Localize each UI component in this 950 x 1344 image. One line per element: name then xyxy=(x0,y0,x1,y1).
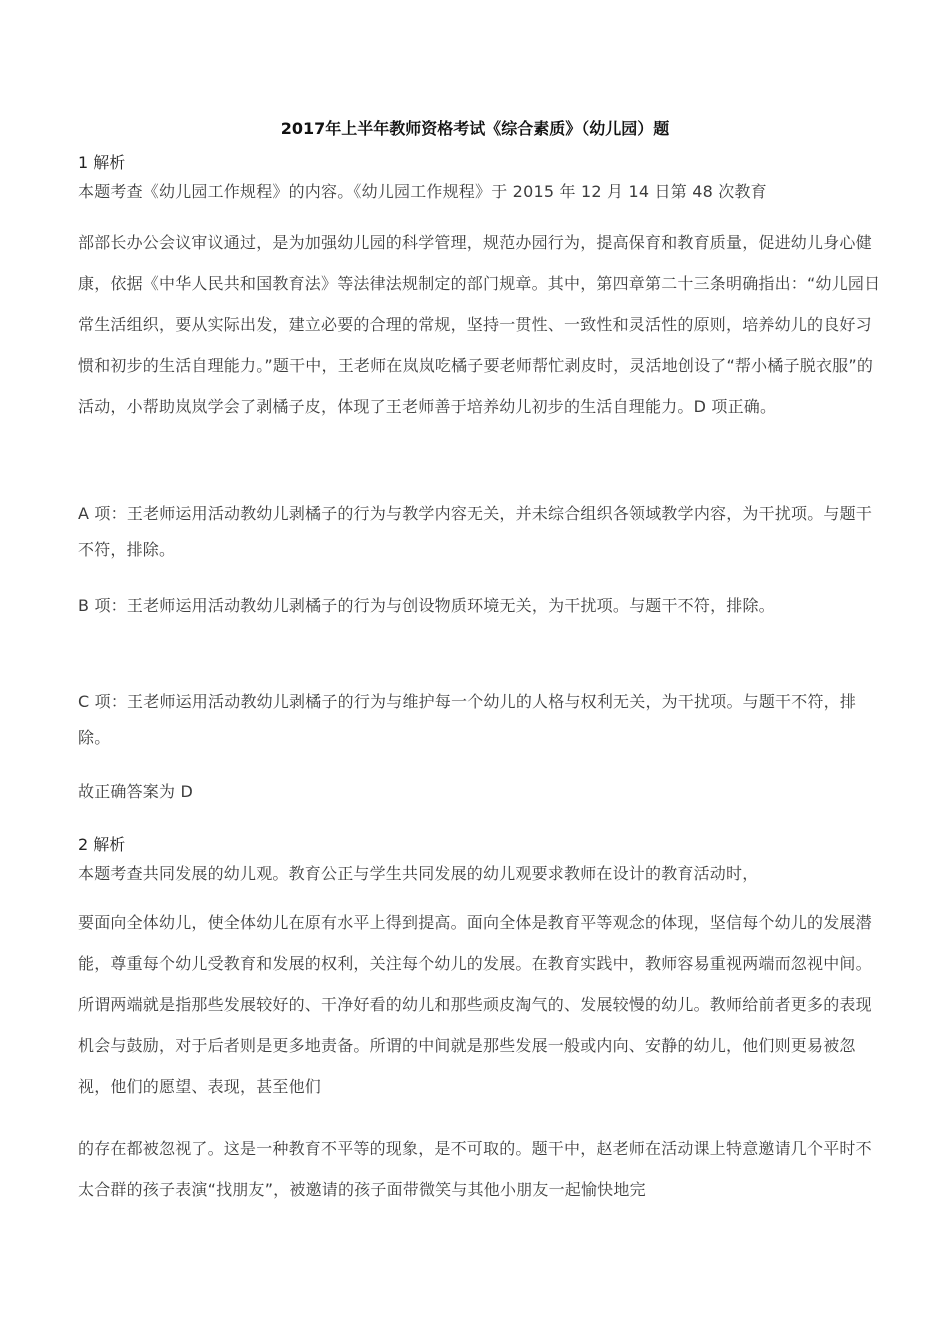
q1-option-a: A 项：王老师运用活动教幼儿剥橘子的行为与教学内容无关，并未综合组织各领域教学内容，为干扰项。与题干不符，排除。 xyxy=(78,504,873,559)
q1-body: 部部长办公会议审议通过，是为加强幼儿园的科学管理，规范办园行为，提高保育和教育质量，促进幼儿身心健康，依据《中华人民共和国教育法》等法律法规制定的部门规章。其中，第四章第二十三条明确指出：“幼儿园日常生活组织，要从实际出发，建立必要的合理的常规，坚持一贯性、一致性和灵活性的原则，培养幼儿的良好习惯和初步的生活自理能力。”题干中，王老师在岚岚吃橘子要老师帮忙剥皮时，灵活地创设了“帮小橘子脱衣服”的活动，小帮助岚岚学会了剥橘子皮，体现了王老师善于培养幼儿初步的生活自理能力。D 项正确。 xyxy=(78,233,881,416)
q1-answer: 故正确答案为 D xyxy=(78,782,194,801)
q1-body-first-line: 本题考查《幼儿园工作规程》的内容。《幼儿园工作规程》于 2015 年 12 月 14 日第 48 次教育 xyxy=(78,182,767,201)
q1-option-c: C 项：王老师运用活动教幼儿剥橘子的行为与维护每一个幼儿的人格与权利无关，为干扰项。与题干不符，排除。 xyxy=(78,692,857,747)
q2-body-first-line: 本题考查共同发展的幼儿观。教育公正与学生共同发展的幼儿观要求教师在设计的教育活动时， xyxy=(78,864,759,883)
q2-body-continued: 的存在都被忽视了。这是一种教育不平等的现象，是不可取的。题干中，赵老师在活动课上特意邀请几个平时不太合群的孩子表演“找朋友”，被邀请的孩子面带微笑与其他小朋友一起愉快地完 xyxy=(78,1139,872,1199)
q2-heading: 2 解析 xyxy=(78,835,126,854)
document-title: 2017年上半年教师资格考试《综合素质》（幼儿园）题 xyxy=(280,119,670,138)
q1-heading: 1 解析 xyxy=(78,153,126,172)
q1-option-b: B 项：王老师运用活动教幼儿剥橘子的行为与创设物质环境无关，为干扰项。与题干不符，排除。 xyxy=(78,596,775,615)
q2-body: 要面向全体幼儿，使全体幼儿在原有水平上得到提高。面向全体是教育平等观念的体现，坚信每个幼儿的发展潜能，尊重每个幼儿受教育和发展的权利，关注每个幼儿的发展。在教育实践中，教师容易重视两端而忽视中间。所谓两端就是指那些发展较好的、干净好看的幼儿和那些顽皮淘气的、发展较慢的幼儿。教师给前者更多的表现机会与鼓励，对于后者则是更多地责备。所谓的中间就是那些发展一般或内向、安静的幼儿，他们则更易被忽视，他们的愿望、表现，甚至他们 xyxy=(78,913,872,1096)
